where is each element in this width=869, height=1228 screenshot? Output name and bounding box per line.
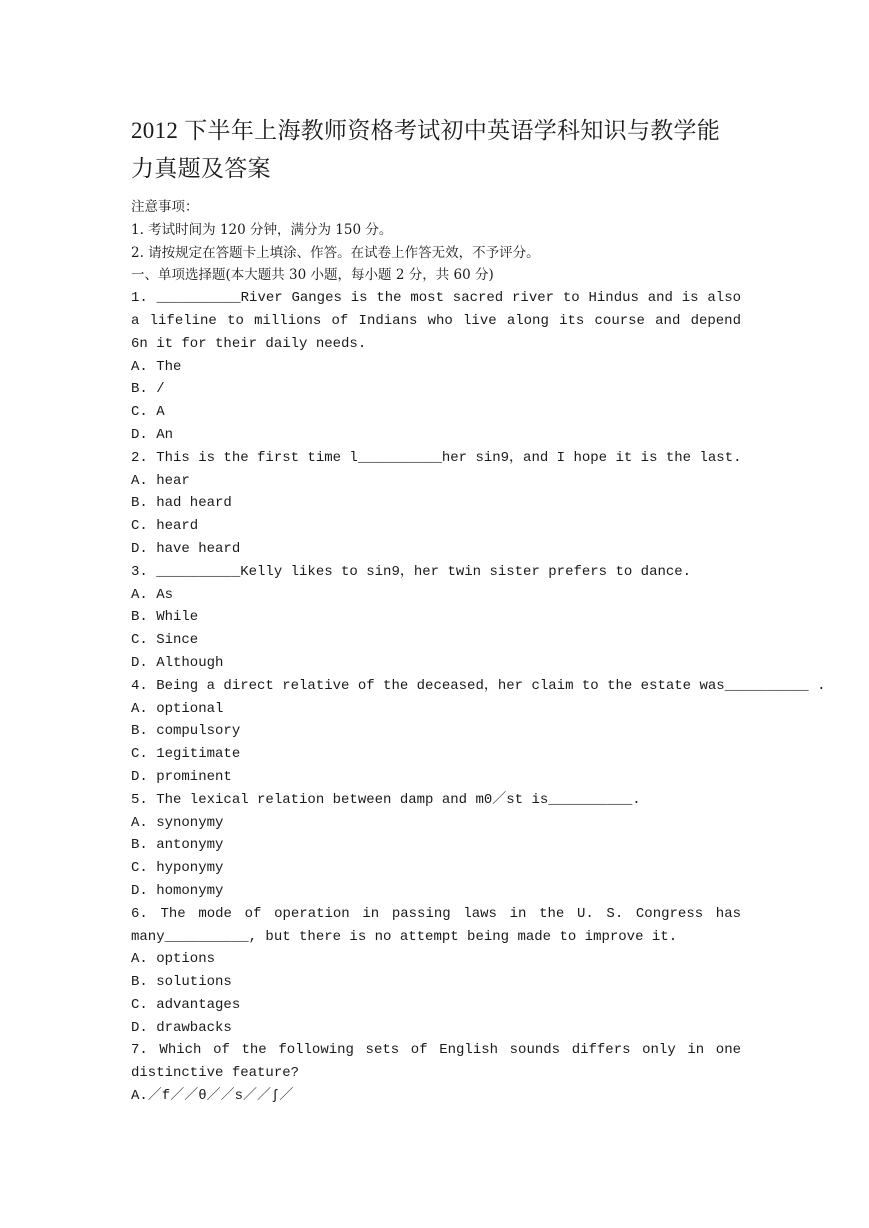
question-4 <box>131 675 826 789</box>
option-c: C. hyponymy <box>131 860 224 877</box>
document-body <box>131 196 826 1108</box>
option-d: D. homonymy <box>131 882 224 899</box>
question-stem: 7. Which of the following sets of English sounds differs only in one distinctive feature? <box>131 1042 741 1082</box>
notice-item: 2. 请按规定在答题卡上填涂、作答。在试卷上作答无效，不予评分。 <box>131 244 540 261</box>
question-stem: 3. __________Kelly likes to sin9，her twin sister prefers to dance. <box>131 563 692 580</box>
notice-item: 1. 考试时间为 120 分钟，满分为 150 分。 <box>131 221 393 238</box>
option-a: A. As <box>131 586 174 603</box>
question-stem: 4. Being a direct relative of the deceased，her claim to the estate was__________ . <box>131 677 826 694</box>
option-b: B. solutions <box>131 974 232 991</box>
section-heading: 一、单项选择题(本大题共 30 小题，每小题 2 分，共 60 分) <box>131 267 494 284</box>
option-a: A. optional <box>131 700 224 717</box>
option-c: C. heard <box>131 518 199 535</box>
option-d: D. drawbacks <box>131 1019 232 1036</box>
title-line-2: 力真题及答案 <box>131 156 271 181</box>
question-stem: 6. The mode of operation in passing laws in the U. S. Congress has many__________, but there is no attempt being made to improve it. <box>131 905 741 945</box>
option-d: D. An <box>131 426 174 443</box>
option-b: B. antonymy <box>131 837 224 854</box>
option-c: C. A <box>131 404 165 421</box>
option-c: C. 1egitimate <box>131 746 241 763</box>
option-c: C. Since <box>131 632 199 649</box>
option-c: C. advantages <box>131 996 241 1013</box>
option-b: B. While <box>131 609 199 626</box>
option-d: D. Although <box>131 654 224 671</box>
document-title <box>131 112 741 188</box>
question-stem: 5. The lexical relation between damp and m0／st is__________. <box>131 791 641 808</box>
option-d: D. prominent <box>131 768 232 785</box>
question-stem: 2. This is the first time l__________her sin9，and I hope it is the last. <box>131 449 742 466</box>
option-a: A.／f／／θ／／s／／ʃ／ <box>131 1088 294 1105</box>
question-5 <box>131 789 741 903</box>
question-6 <box>131 903 741 1040</box>
option-a: A. options <box>131 951 216 968</box>
question-3 <box>131 561 741 675</box>
option-b: B. / <box>131 381 165 398</box>
title-line-1: 2012 下半年上海教师资格考试初中英语学科知识与教学能 <box>131 118 721 143</box>
option-b: B. compulsory <box>131 723 241 740</box>
option-a: A. hear <box>131 472 190 489</box>
question-1 <box>131 287 741 447</box>
document-page <box>131 112 826 1108</box>
question-stem: 1. __________River Ganges is the most sacred river to Hindus and is also a lifeline to millions of Indians who live along its course and depend 6n it for their daily needs. <box>131 290 741 352</box>
option-a: A. The <box>131 358 182 375</box>
option-d: D. have heard <box>131 540 241 557</box>
question-7 <box>131 1039 741 1107</box>
option-a: A. synonymy <box>131 814 224 831</box>
question-2 <box>131 447 741 561</box>
option-b: B. had heard <box>131 495 232 512</box>
notice-heading: 注意事项： <box>131 199 199 215</box>
